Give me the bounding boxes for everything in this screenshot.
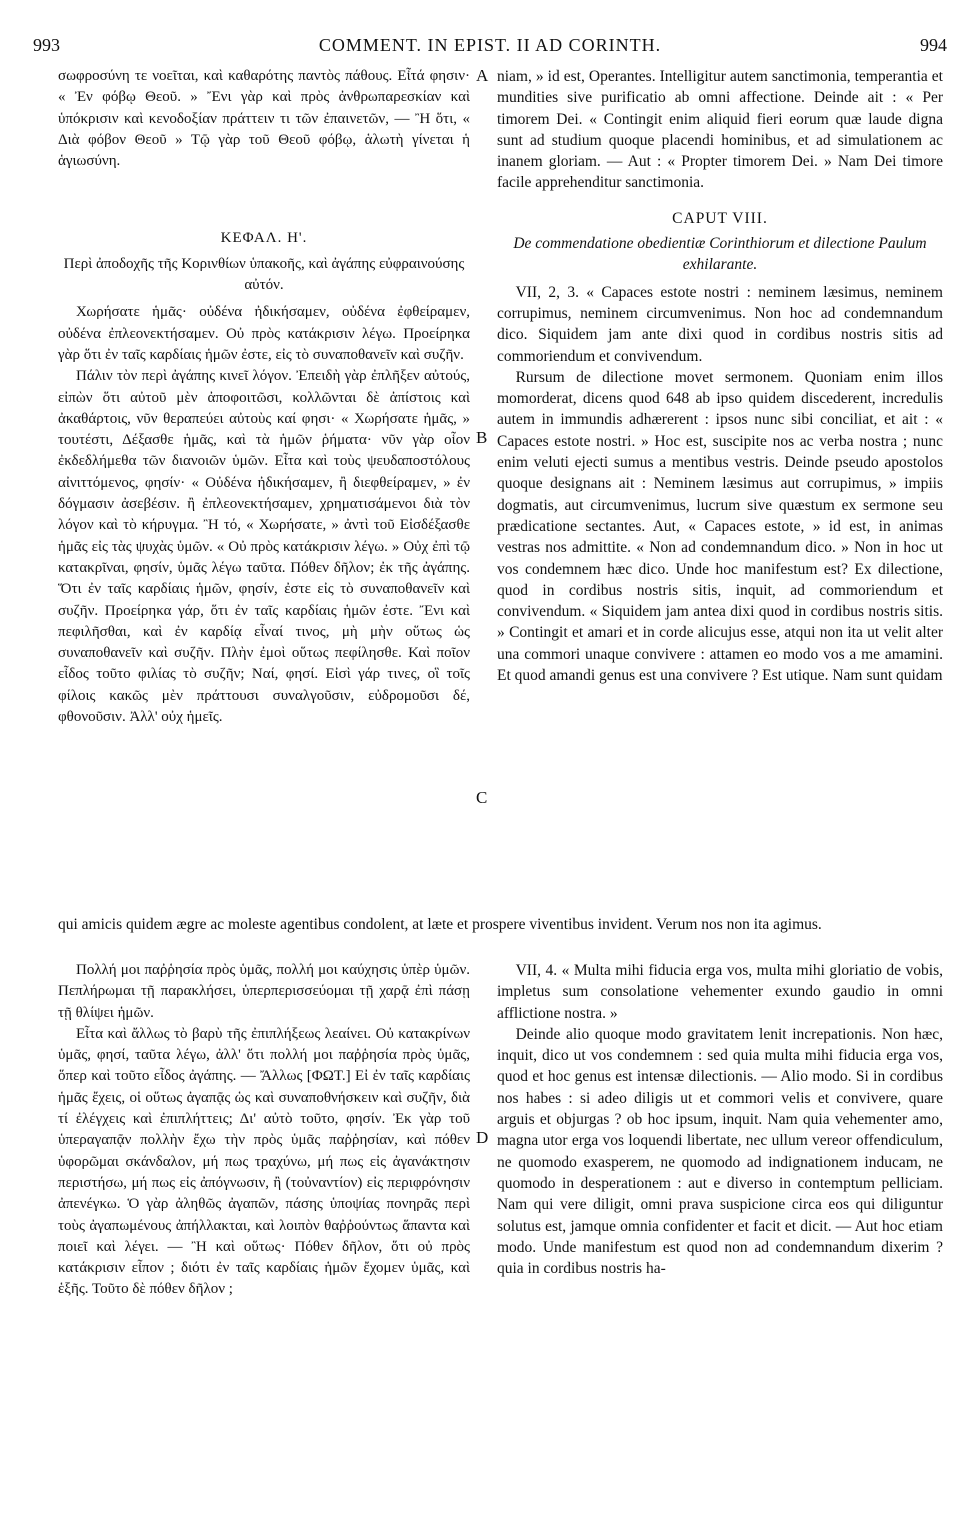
latin-paragraph: Rursum de dilectione movet sermonem. Quoniam enim illos momorderat, dicens quod 648 ab ipso quidem discederent, incredulis autem in immundis adhærerent : ipsos nunc sibi conciliat, et ait : « Capaces estote nostri. » Hoc est, suscipite nos ac verba nostra ; nunc enim veluti ejecti sumus a mentibus vestris. Deinde pseudo apostolos quoque designans ait : Neminem læsimus aut corrupimus, » impiis dogmatis, aut circumvenimus, lucrum sive quæstum ex sermone seu prædicatione sectantes. Aut, « Capaces estote, » id est, in animas vestras nos admittite. « Non ad condemnandum dico. » Non in hoc ut vos condemnem hæc dico. Unde hoc manifestum est? Ex dilectione, quod in cordibus nostris sitis, inquit, ad commoriendum et convivendum. « Siquidem jam antea dixi quod in cordibus nostris sitis. » Contingit et amari et in corde alicujus esse, atqui non ita ut velit alter una commori unaque convivere : attamen eo modo vos a me amamini. Et quod amandi genus est una convivere ? Est utique. Nam sunt quidam (497, 368, 943, 685)
latin-paragraph: VII, 2, 3. « Capaces estote nostri : neminem læsimus, neminem corrupimus, neminem circumvenimus. Non hoc ad condemnandum dico. Siquidem jam ante dixi quod in cordibus nostris sitis ad commoriendum et convivendum. (497, 283, 943, 365)
latin-paragraph: niam, » id est, Operantes. Intelligitur autem sanctimonia, temperantia et mundities sive purificatio ab omni affectione. Deinde ait : « Per timorem Dei. « Contingit enim aliquid fieri eorum quæ laude digna sunt ad studium quoque placendi hominibus, et ad simulationem ac inanem gloriam. — Aut : « Propter timorem Dei. » Nam Dei timore facile apprehenditur sanctimonia. (497, 68, 943, 192)
greek-column-top (58, 66, 470, 728)
page-number-right: 994 (920, 35, 947, 55)
greek-paragraph: Πολλή μοι παῤῥησία πρὸς ὑμᾶς, πολλή μοι καύχησις ὑπὲρ ὑμῶν. Πεπλήρωμαι τῇ παρακλήσει, ὑπερπερισσεύομαι τῇ χαρᾷ ἐπὶ πάσῃ τῇ θλίψει ἡμῶν. (58, 962, 470, 1021)
margin-letter-a: A (476, 66, 489, 85)
greek-chapter-subtitle: Περὶ ἀποδοχῆς τῆς Κορινθίων ὑπακοῆς, καὶ ἀγάπης εὐφραινούσης αὐτόν. (63, 255, 465, 294)
margin-letter-d: D (476, 1128, 489, 1147)
latin-paragraph: Deinde alio quoque modo gravitatem lenit increpationis. Non hæc, inquit, dico ut vos condemnem : sed quia multa mihi fiducia erga vos, quod et hoc genus est intensæ dilectionis. — Alio modo. Si in cordibus nos habes : si adeo diligis ut et commori velis et convivere, quare arguis et objurgas ? ob hoc ipsum, inquit. Nam quia vehementer amo, magna utor erga vos loquendi libertate, nec ullum vereor offendiculum, ne quomodo exasperem, ne quomodo ad indignationem inducam, ne quomodo in desperationem : aut e diverso in contemptum pelliciam. Nam qui vere diligit, omni prava suspicione circa eos qui diliguntur solutus est, jamque omnia confidenter et facit et dicit. — Aut hoc etiam modo. Unde manifestum est quod non ad condemnandum dixerim ? quia in cordibus nostris ha- (497, 1025, 943, 1278)
greek-paragraph: Χωρήσατε ἡμᾶς· οὐδένα ἠδικήσαμεν, οὐδένα ἐφθείραμεν, οὐδένα ἐπλεονεκτήσαμεν. Οὐ πρὸς κατάκρισιν λέγω. Προείρηκα γὰρ ὅτι ἐν ταῖς καρδίαις ἡμῶν ἐστε, εἰς τὸ συναποθανεῖν καὶ συζῆν. (58, 304, 470, 363)
latin-chapter-heading: CAPUT VIII. (672, 209, 768, 227)
greek-paragraph: Πάλιν τὸν περὶ ἀγάπης κινεῖ λόγον. Ἐπειδὴ γὰρ ἐπλῆξεν αὐτούς, εἰπὼν ὅτι αὐτοῦ μὲν ἀποφοιτῶσι, κολλῶνται δὲ ἀπίστοις καὶ ἀκαθάρτοις, νῦν θεραπεύει αὐτοὺς καί φησι· « Χωρήσατε ἡμᾶς, » τουτέστι, Δέξασθε ἡμᾶς, καὶ τὰ ἡμῶν ῥήματα· νῦν γὰρ οἷον ἐκδεδλήμεθα τῶν διανοιῶν ὑμῶν. Εἶτα καὶ τοὺς ψευδαποστόλους αἰνιττόμενος, φησίν· « Οὐδένα ἠδικήσαμεν, ἢ διεφθείραμεν, » ἐν δόγμασιν ἀσεβέσιν. ἢ ἐπλεονεκτήσαμεν, χρηματισάμενοι διὰ τὸν λόγον καὶ τὸ κήρυγμα. Ἢ τό, « Χωρήσατε, » ἀντὶ τοῦ Εἰσδέξασθε ἡμᾶς εἰς τὰς ψυχὰς ὑμῶν. « Οὐ πρὸς κατάκρισιν λέγω. » Οὐχ ἐπὶ τῷ κατακρῖναι, φησίν, ὑμᾶς λέγω ταῦτα. Πόθεν δῆλον; ἐκ τῆς ἀγάπης. Ὅτι ἐν ταῖς καρδίαις ἡμῶν, φησίν, ἐστε εἰς τὸ συναποθανεῖν καὶ συζῆν. Προείρηκα γάρ, ὅτι ἐν ταῖς καρδίαις ἡμῶν ἐστε. Ἔνι καὶ πεφιλῆσθαι, καὶ ἐν καρδίᾳ εἶναί τινος, μὴ μὴν οὕτως ὡς συναποθανεῖν καὶ συζῆν. Πλὴν ἐμοὶ οὕτως πεφίλησθε. Καὶ ποῖον εἶδος τοῦτο φιλίας τὸ συζῆν; Ναί, φησί. Εἰσὶ γάρ τινες, οἳ τοῖς φίλοις κακῶς μὲν πράττουσι συναλγοῦσιν, εὐδρομοῦσι δέ, φθονοῦσιν. Ἀλλ' οὐχ ἡμεῖς. (58, 368, 470, 726)
running-header (33, 35, 947, 59)
greek-column-bottom (58, 960, 470, 1301)
margin-letter-c: C (476, 788, 488, 807)
latin-column-top (497, 66, 943, 686)
greek-chapter-heading: ΚΕΦΑΛ. Η'. (220, 230, 308, 247)
greek-paragraph: σωφροσύνη τε νοεῖται, καὶ καθαρότης παντὸς πάθους. Εἶτά φησιν· « Ἐν φόβῳ Θεοῦ. » Ἔνι γὰρ καὶ πρὸς ἀνθρωπαρεσκίαν καὶ ὑπόκρισιν καὶ κενοδοξίαν πράττειν τι τῶν ἐπαινετῶν, — Ἢ ὅτι, « Διὰ φόβον Θεοῦ » Τῷ γὰρ τοῦ Θεοῦ φόβῳ, ἁλωτὴ γίνεται ἡ ἁγιωσύνη. (58, 68, 470, 170)
margin-letter-b: B (476, 428, 488, 447)
running-title: COMMENT. IN EPIST. II AD CORINTH. (318, 35, 662, 55)
latin-paragraph: VII, 4. « Multa mihi fiducia erga vos, multa mihi gloriatio de vobis, impletus sum consolatione vehementer exundo gaudio in omni afflictione nostra. » (497, 962, 943, 1022)
full-width-line: qui amicis quidem ægre ac moleste agentibus condolent, at læte et prospere viventibus invident. Verum nos non ita agimus. (58, 916, 822, 933)
page-number-left: 993 (33, 35, 60, 55)
latin-chapter-subtitle: De commendatione obedientiæ Corinthiorum et dilectione Paulum exhilarante. (513, 235, 927, 274)
greek-paragraph: Εἶτα καὶ ἄλλως τὸ βαρὺ τῆς ἐπιπλήξεως λεαίνει. Οὐ κατακρίνων ὑμᾶς, φησί, ταῦτα λέγω, ἀλλ' ὅτι πολλή μοι παῤῥησία πρὸς ὑμᾶς, ὅπερ καὶ τοῦτο εἶδος ἀγάπης. — Ἄλλως [ΦΩΤ.] Εἰ ἐν ταῖς καρδίαις ἡμᾶς ἔχεις, οἱ οὕτως ἀγαπᾷς ὡς καὶ συναποθνήσκειν καὶ συζῆν, διὰ τί ἐλέγχεις καὶ ἐπιπλήττεις; Δι' αὐτὸ τοῦτο, φησίν. Ἐκ γὰρ τοῦ ὑπεραγαπᾷν πολλὴν ἔχω τὴν πρὸς ὑμᾶς παῤῥησίαν, καὶ πόθεν ὑφορῶμαι σκάνδαλον, μή πως τραχύνω, μή πως εἰς ἀγανάκτησιν περιστήσω, μή πως εἰς ἀπόγνωσιν, ἢ (τοὐναντίον) εἰς περιφρόνησιν ἀπενέγκω. Ὁ γὰρ ἀληθῶς ἀγαπῶν, πάσης ὑποψίας πονηρᾶς περὶ τοὺς ἀγαπωμένους ἀπήλλακται, καὶ λοιπὸν θαῤῥούντως ἅπαντα καὶ ποιεῖ καὶ λέγει. — Ἢ καὶ οὕτως· Πόθεν δῆλον, ὅτι οὐ πρὸς κατάκρισιν εἶπον ; διότι ἐν ταῖς καρδίαις ἡμῶν ἔχομεν ὑμᾶς, καὶ ἑξῆς. Τοῦτο δὲ πόθεν δῆλον ; (58, 1025, 470, 1298)
latin-column-bottom (497, 960, 943, 1279)
